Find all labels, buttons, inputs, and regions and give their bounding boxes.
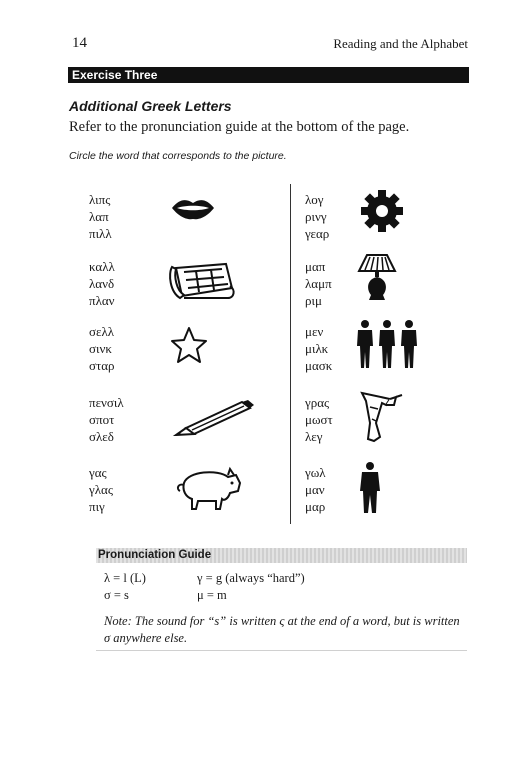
word-option[interactable]: μασκ — [305, 358, 333, 373]
leg-icon — [358, 389, 408, 445]
word-option[interactable]: σποτ — [89, 412, 115, 427]
word-option[interactable]: μωστ — [305, 412, 333, 427]
word-option[interactable]: λεγ — [305, 429, 323, 444]
exercise-heading: Exercise Three — [68, 67, 469, 83]
column-divider — [290, 184, 291, 524]
lips-icon — [170, 196, 216, 222]
word-option[interactable]: σελλ — [89, 324, 115, 339]
word-group — [89, 191, 112, 242]
word-option[interactable]: πλαν — [89, 293, 115, 308]
floor-plan-icon — [166, 262, 238, 302]
men-icon — [355, 318, 419, 370]
word-option[interactable]: λιπς — [89, 192, 111, 207]
word-option[interactable]: πενσιλ — [89, 395, 124, 410]
word-option[interactable]: λαμπ — [305, 276, 332, 291]
word-option[interactable]: λογ — [305, 192, 324, 207]
word-option[interactable]: σταρ — [89, 358, 115, 373]
word-option[interactable]: πιγ — [89, 499, 105, 514]
word-option[interactable]: ριμ — [305, 293, 322, 308]
pronunciation-guide-heading: Pronunciation Guide — [96, 548, 467, 563]
word-option[interactable]: ρινγ — [305, 209, 327, 224]
man-icon — [359, 461, 381, 515]
section-title: Additional Greek Letters — [69, 98, 232, 114]
guide-rule: λ = l (L) — [104, 571, 146, 585]
word-option[interactable]: γρας — [305, 395, 330, 410]
word-group — [89, 323, 115, 374]
word-option[interactable]: γας — [89, 465, 107, 480]
word-group — [89, 464, 113, 515]
word-group — [305, 464, 326, 515]
word-option[interactable]: λανδ — [89, 276, 115, 291]
word-option[interactable]: μιλκ — [305, 341, 329, 356]
word-option[interactable]: γωλ — [305, 465, 326, 480]
pencil-icon — [168, 398, 256, 436]
instruction-text: Refer to the pronunciation guide at the bottom of the page. — [69, 119, 410, 135]
running-head: Reading and the Alphabet — [333, 36, 468, 51]
word-option[interactable]: καλλ — [89, 259, 115, 274]
word-group — [89, 258, 115, 309]
word-option[interactable]: σλεδ — [89, 429, 114, 444]
gear-icon — [360, 189, 404, 233]
guide-rule: μ = m — [197, 588, 227, 602]
task-instruction: Circle the word that corresponds to the picture. — [69, 150, 287, 162]
word-option[interactable]: σινκ — [89, 341, 112, 356]
guide-bottom-rule — [96, 650, 467, 651]
word-option[interactable]: μαπ — [305, 259, 326, 274]
word-option[interactable]: γλας — [89, 482, 114, 497]
word-group — [305, 258, 332, 309]
word-group — [305, 191, 329, 242]
guide-rule: γ = g (always “hard”) — [197, 571, 305, 585]
word-option[interactable]: μεν — [305, 324, 324, 339]
lamp-icon — [357, 253, 397, 303]
page-number: 14 — [72, 35, 87, 51]
word-option[interactable]: λαπ — [89, 209, 109, 224]
pig-icon — [170, 463, 246, 513]
pronunciation-note: Note: The sound for “s” is written ς at the end of a word, but is written σ anywhere else. — [104, 614, 460, 645]
guide-rule: σ = s — [104, 588, 129, 602]
word-group — [305, 394, 333, 445]
word-option[interactable]: μαν — [305, 482, 325, 497]
word-group — [305, 323, 332, 374]
word-option[interactable]: γεαρ — [305, 226, 330, 241]
word-option[interactable]: πιλλ — [89, 226, 112, 241]
word-option[interactable]: μαρ — [305, 499, 326, 514]
star-icon — [170, 326, 208, 364]
word-group — [89, 394, 124, 445]
